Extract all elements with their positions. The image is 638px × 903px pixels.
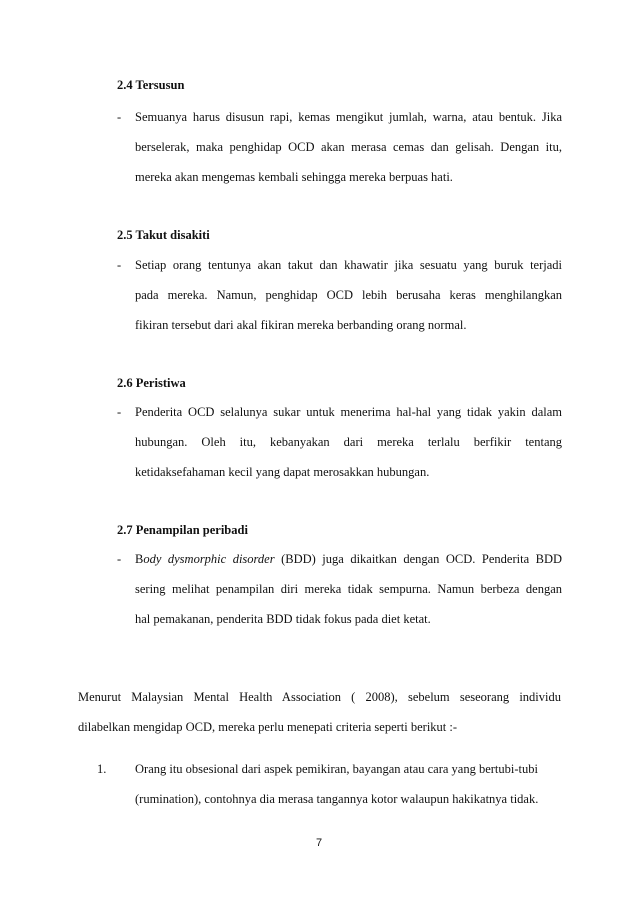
section-text-line: fikiran tersebut dari akal fikiran mereka berbanding orang normal. <box>135 318 467 332</box>
section-heading-2-5: 2.5 Takut disakiti <box>117 228 210 242</box>
section-text-line: pada mereka. Namun, penghidap OCD lebih berusaha keras menghilangkan <box>135 288 562 302</box>
section-text-line: berselerak, maka penghidap OCD akan merasa cemas dan gelisah. Dengan itu, <box>135 140 562 154</box>
bdd-term: ody dysmorphic disorder <box>143 552 275 566</box>
list-item-line: (rumination), contohnya dia merasa tangannya kotor walaupun hakikatnya tidak. <box>135 792 539 806</box>
bullet-dash: - <box>117 258 122 272</box>
list-item-line: Orang itu obsesional dari aspek pemikiran, bayangan atau cara yang bertubi-tubi <box>135 762 538 776</box>
section-heading-2-6: 2.6 Peristiwa <box>117 376 186 390</box>
section-text-line: mereka akan mengemas kembali sehingga mereka berpuas hati. <box>135 170 453 184</box>
section-text-line: Setiap orang tentunya akan takut dan khawatir jika sesuatu yang buruk terjadi <box>135 258 562 272</box>
section-text-line <box>135 552 562 567</box>
list-number: 1. <box>97 762 107 776</box>
bullet-dash: - <box>117 405 122 419</box>
section-text-line: Semuanya harus disusun rapi, kemas mengikut jumlah, warna, atau bentuk. Jika <box>135 110 562 124</box>
section-text-line: sering melihat penampilan diri mereka tidak sempurna. Namun berbeza dengan <box>135 582 562 596</box>
section-text-line: Penderita OCD selalunya sukar untuk menerima hal-hal yang tidak yakin dalam <box>135 405 562 419</box>
bullet-dash: - <box>117 552 122 566</box>
section-heading-2-4: 2.4 Tersusun <box>117 78 185 92</box>
bdd-first-letter: B <box>135 552 144 566</box>
bullet-dash: - <box>117 110 122 124</box>
section-text-line: hal pemakanan, penderita BDD tidak fokus pada diet ketat. <box>135 612 431 626</box>
page-number: 7 <box>315 837 323 849</box>
paragraph-line: dilabelkan mengidap OCD, mereka perlu menepati criteria seperti berikut :- <box>78 720 458 734</box>
bdd-first-line-rest: (BDD) juga dikaitkan dengan OCD. Penderita BDD <box>274 552 562 566</box>
section-heading-2-7: 2.7 Penampilan peribadi <box>117 523 248 537</box>
paragraph-line: Menurut Malaysian Mental Health Association ( 2008), sebelum seseorang individu <box>78 690 561 704</box>
section-text-line: hubungan. Oleh itu, kebanyakan dari mereka terlalu berfikir tentang <box>135 435 562 449</box>
section-text-line: ketidaksefahaman kecil yang dapat merosakkan hubungan. <box>135 465 430 479</box>
